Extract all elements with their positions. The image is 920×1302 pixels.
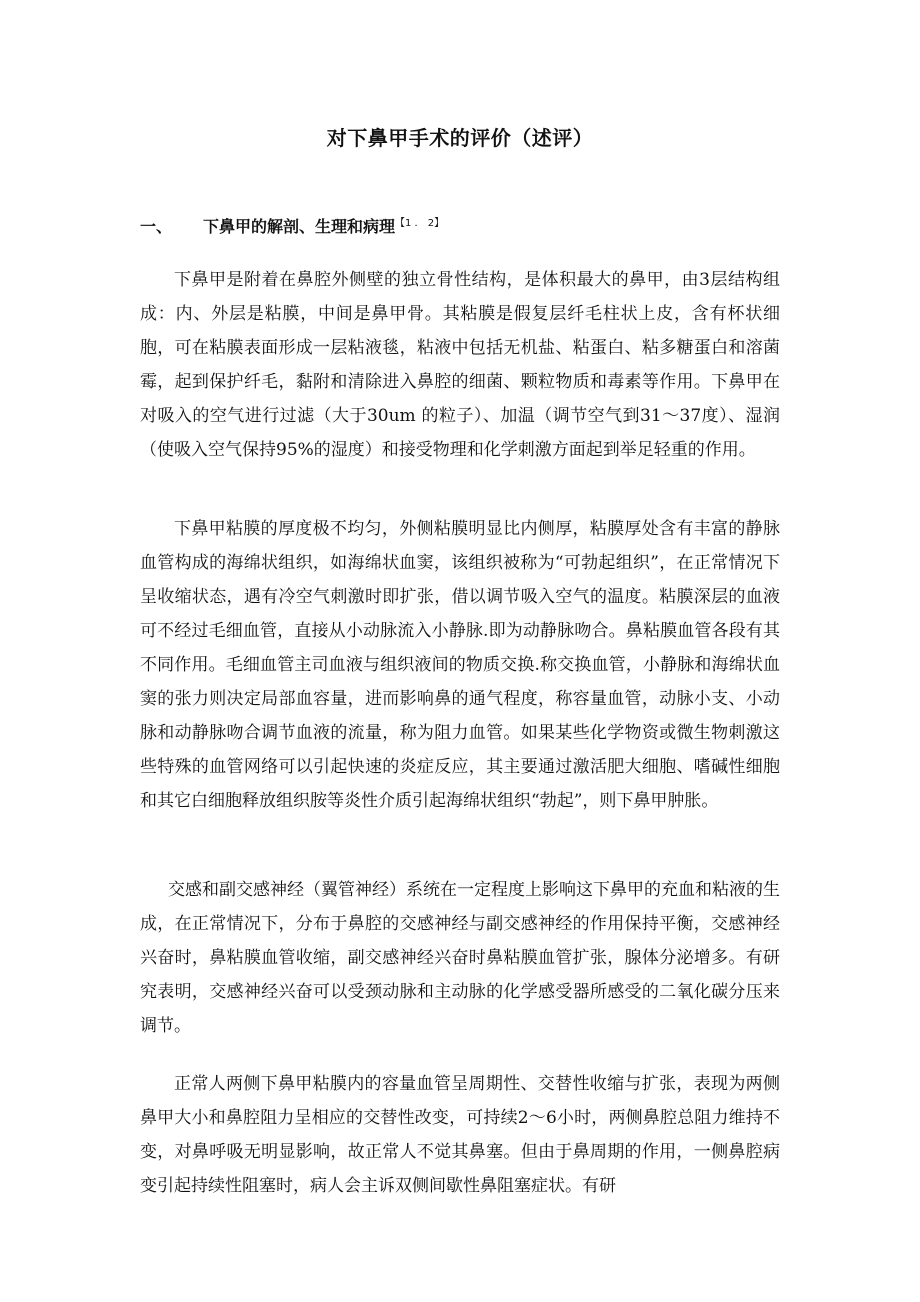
section-heading-text: 下鼻甲的解剖、生理和病理 xyxy=(203,217,396,236)
section-number: 一、 xyxy=(140,217,173,236)
section-heading xyxy=(140,214,444,237)
paragraph-2: 下鼻甲粘膜的厚度极不均匀，外侧粘膜明显比内侧厚，粘膜厚处含有丰富的静脉血管构成的海绵状组织，如海绵状血窦，该组织被称为“可勃起组织”，在正常情况下呈收缩状态，遇有冷空气刺激时即扩张，借以调节吸入空气的温度。粘膜深层的血液可不经过毛细血管，直接从小动脉流入小静脉.即为动静脉吻合。鼻粘膜血管各段有其不同作用。毛细血管主司血液与组织液间的物质交换.称交换血管，小静脉和海绵状血窦的张力则决定局部血容量，进而影响鼻的通气程度，称容量血管，动脉小支、小动脉和动静脉吻合调节血液的流量，称为阻力血管。如果某些化学物资或微生物刺激这些特殊的血管网络可以引起快速的炎症反应，其主要通过激活肥大细胞、嗜碱性细胞和其它白细胞释放组织胺等炎性介质引起海绵状组织“勃起”，则下鼻甲肿胀。 xyxy=(140,519,780,811)
paragraph-1: 下鼻甲是附着在鼻腔外侧壁的独立骨性结构，是体积最大的鼻甲，由3层结构组成：内、外层是粘膜，中间是鼻甲骨。其粘膜是假复层纤毛柱状上皮，含有杯状细胞，可在粘膜表面形成一层粘液毯，粘液中包括无机盐、粘蛋白、粘多糖蛋白和溶菌霉，起到保护纤毛，黏附和清除进入鼻腔的细菌、颗粒物质和毒素等作用。下鼻甲在对吸入的空气进行过滤（大于30um 的粒子）、加温（调节空气到31～37度）、湿润（使吸入空气保持95%的湿度）和接受物理和化学刺激方面起到举足轻重的作用。 xyxy=(140,270,780,460)
paragraph-4: 正常人两侧下鼻甲粘膜内的容量血管呈周期性、交替性收缩与扩张，表现为两侧鼻甲大小和鼻腔阻力呈相应的交替性改变，可持续2～6小时，两侧鼻腔总阻力维持不变，对鼻呼吸无明显影响，故正常人不觉其鼻塞。但由于鼻周期的作用，一侧鼻腔病变引起持续性阻塞时，病人会主诉双侧间歇性鼻阻塞症状。有研 xyxy=(140,1074,780,1196)
paragraph-3: 交感和副交感神经（翼管神经）系统在一定程度上影响这下鼻甲的充血和粘液的生成，在正常情况下，分布于鼻腔的交感神经与副交感神经的作用保持平衡，交感神经兴奋时，鼻粘膜血管收缩，副交感神经兴奋时鼻粘膜血管扩张，腺体分泌增多。有研究表明，交感神经兴奋可以受颈动脉和主动脉的化学感受器所感受的二氧化碳分压来调节。 xyxy=(140,880,780,1036)
citation-reference: 【1 ． 2】 xyxy=(395,218,445,229)
document-title: 对下鼻甲手术的评价（述评） xyxy=(326,126,594,150)
